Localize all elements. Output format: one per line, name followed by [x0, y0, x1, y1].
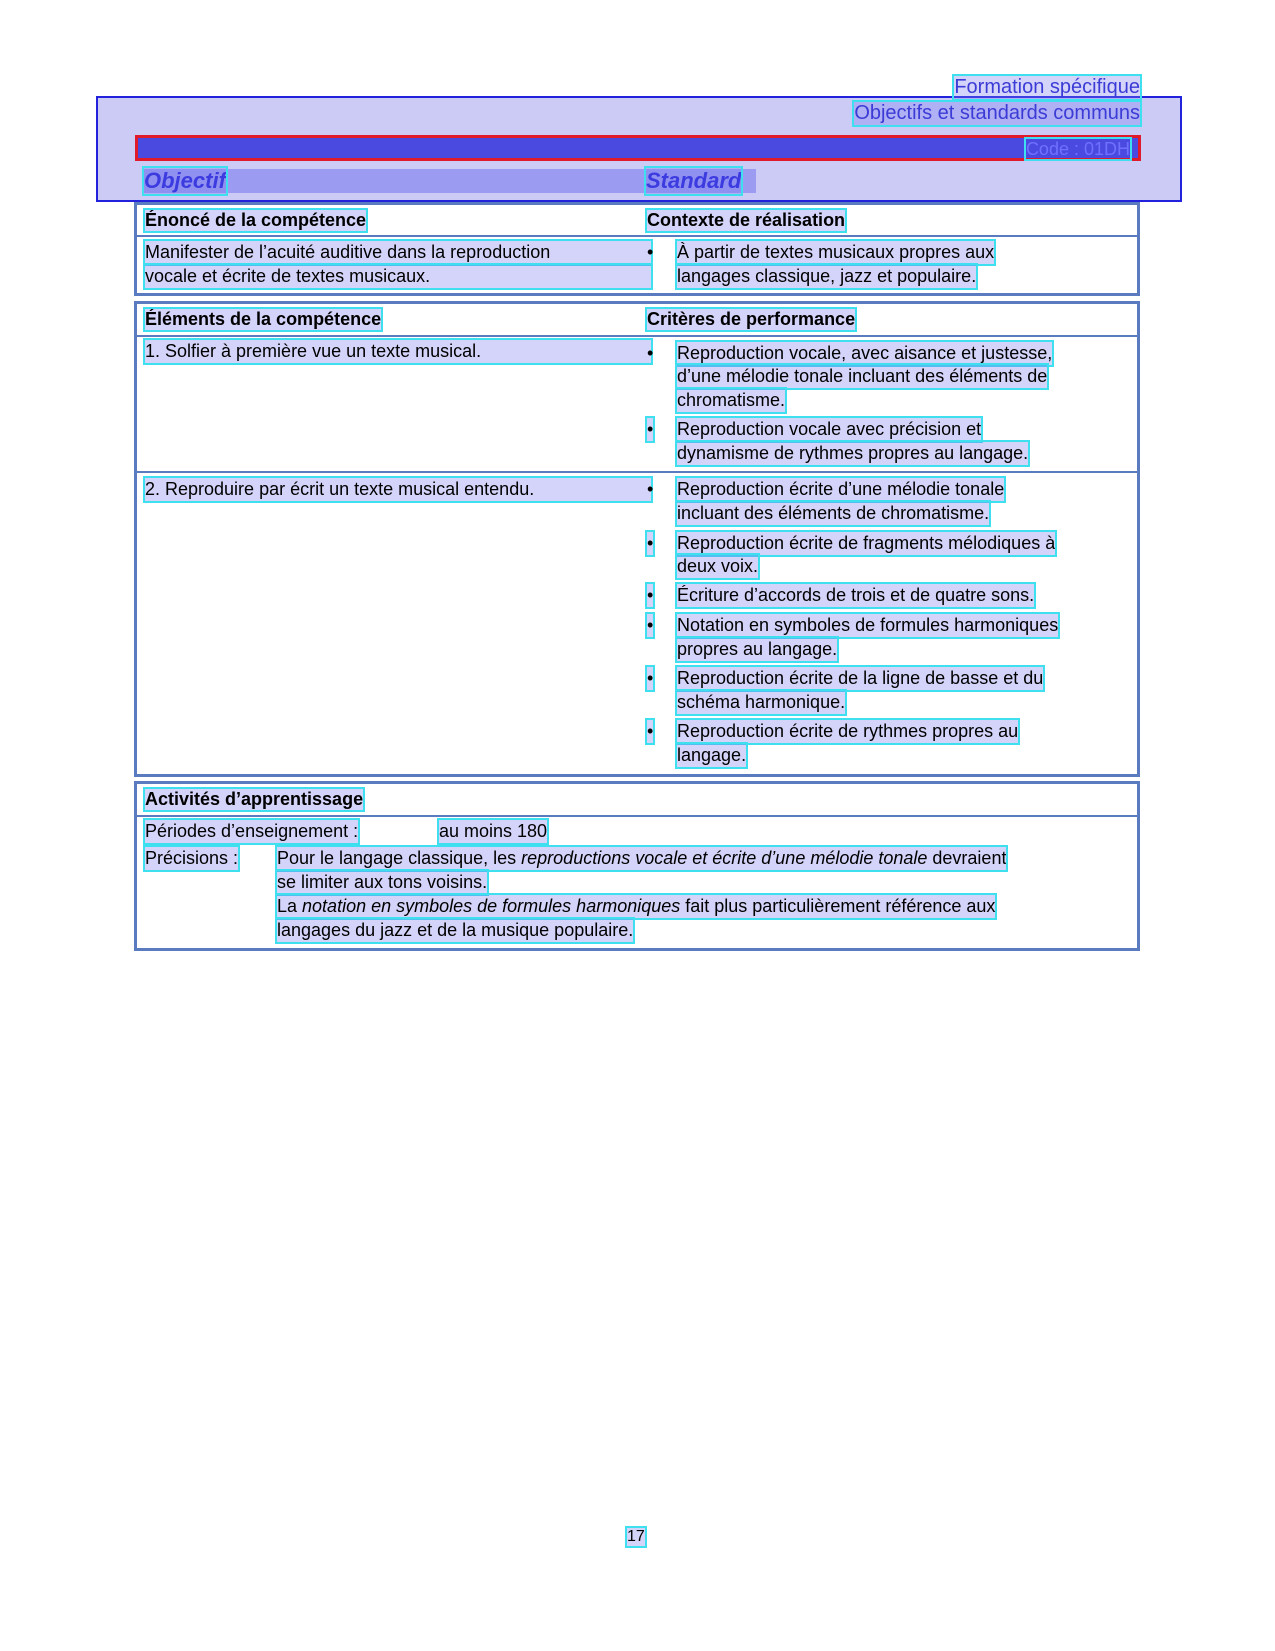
criterion-line: schéma harmonique. — [677, 692, 846, 712]
elements-header: Éléments de la compétence — [145, 309, 382, 329]
code-bar — [135, 135, 1141, 161]
periodes-value: au moins 180 — [439, 821, 548, 841]
criterion-line: propres au langage. — [677, 639, 838, 659]
criterion-line: Reproduction écrite de la ligne de basse et du — [677, 668, 1044, 688]
precision-2-line-1: La notation en symboles de formules harmoniques fait plus particulièrement référence aux — [277, 896, 996, 916]
code-label: Code : 01DH — [1025, 139, 1130, 159]
criterion-line: Notation en symboles de formules harmoniques — [677, 615, 1059, 635]
bullet-icon: • — [647, 242, 654, 262]
criterion-line: incluant des éléments de chromatisme. — [677, 503, 990, 523]
criterion-line: Reproduction écrite d’une mélodie tonale — [677, 479, 1005, 499]
activites-table — [134, 781, 1140, 951]
criterion-line: langage. — [677, 745, 747, 765]
precision-2-line-2: langages du jazz et de la musique populaire. — [277, 920, 634, 940]
criterion-line: Reproduction écrite de rythmes propres au — [677, 721, 1019, 741]
elements-table — [134, 301, 1140, 777]
criterion-line: Reproduction écrite de fragments mélodiques à — [677, 533, 1056, 553]
activites-header: Activités d’apprentissage — [145, 789, 364, 809]
periodes-label: Périodes d’enseignement : — [145, 821, 359, 841]
criterion-line: chromatisme. — [677, 390, 786, 410]
enonce-header: Énoncé de la compétence — [145, 210, 367, 230]
criterion-line: d’une mélodie tonale incluant des éléments de — [677, 366, 1048, 386]
contexte-header: Contexte de réalisation — [647, 210, 846, 230]
objectif-label: Objectif — [144, 168, 226, 193]
element-2: 2. Reproduire par écrit un texte musical entendu. — [145, 478, 651, 501]
criteres-header: Critères de performance — [647, 309, 856, 329]
bullet-icon: • — [647, 343, 654, 363]
precisions-label: Précisions : — [145, 848, 239, 868]
contexte-line-2: langages classique, jazz et populaire. — [677, 266, 977, 286]
bullet-icon: • — [647, 533, 654, 553]
criterion-line: Écriture d’accords de trois et de quatre sons. — [677, 585, 1035, 605]
element-1: 1. Solfier à première vue un texte musical. — [145, 340, 651, 363]
enonce-line-1: Manifester de l’acuité auditive dans la reproduction — [145, 241, 651, 264]
bullet-icon: • — [647, 479, 654, 499]
bullet-icon: • — [647, 585, 654, 605]
objectifs-standards-title: Objectifs et standards communs — [854, 102, 1140, 124]
bullet-icon: • — [647, 721, 654, 741]
criterion-line: deux voix. — [677, 556, 759, 576]
criterion-line: Reproduction vocale, avec aisance et justesse, — [677, 343, 1053, 363]
formation-title: Formation spécifique — [954, 76, 1140, 98]
precision-1-line-2: se limiter aux tons voisins. — [277, 872, 488, 892]
standard-label: Standard — [646, 168, 742, 193]
precision-1-line-1: Pour le langage classique, les reproductions vocale et écrite d’une mélodie tonale devraient — [277, 848, 1007, 868]
criterion-line: Reproduction vocale avec précision et — [677, 419, 982, 439]
contexte-line-1: À partir de textes musicaux propres aux — [677, 242, 995, 262]
bullet-icon: • — [647, 419, 654, 439]
page-number: 17 — [627, 1528, 645, 1545]
competence-table — [134, 202, 1140, 296]
enonce-line-2: vocale et écrite de textes musicaux. — [145, 265, 651, 288]
criterion-line: dynamisme de rythmes propres au langage. — [677, 443, 1029, 463]
bullet-icon: • — [647, 668, 654, 688]
bullet-icon: • — [647, 615, 654, 635]
